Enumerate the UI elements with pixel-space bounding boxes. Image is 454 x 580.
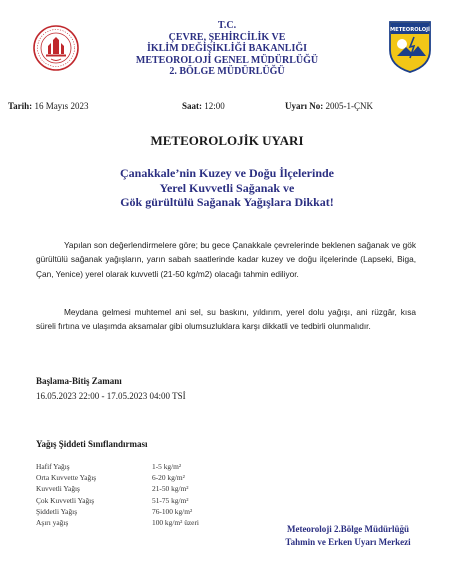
scale-row xyxy=(36,472,272,483)
period-title: Başlama-Bitiş Zamanı xyxy=(36,376,122,386)
date-value: 16 Mayıs 2023 xyxy=(34,101,89,111)
shield-logo-text: METEOROLOJİ xyxy=(390,27,430,33)
scale-row xyxy=(36,461,272,472)
scale-row-name: Kuvvetli Yağış xyxy=(36,484,80,494)
period-value: 16.05.2023 22:00 - 17.05.2023 04:00 TSİ xyxy=(36,391,186,401)
forecast-paragraph: Yapılan son değerlendirmelere göre; bu gece Çanakkale çevrelerinde beklenen sağanak ve gök gürültülü sağanak yağışların, yarın sabah saatlerinde kadar kuzey ve doğu ilçelerinde (Lapseki, Biga, Çan, Yenice) yerel olarak kuvvetli (21-50 kg/m2) olacağı tahmin ediliyor. xyxy=(36,240,416,279)
warning-number-label: Uyarı No: xyxy=(285,101,324,111)
scale-row-name: Şiddetli Yağış xyxy=(36,506,78,516)
scale-row-value: 51-75 kg/m² xyxy=(152,495,189,505)
warning-headline-line-3: Gök gürültülü Sağanak Yağışlara Dikkat! xyxy=(120,195,334,209)
scale-row-name: Orta Kuvvette Yağış xyxy=(36,473,97,483)
header-line-tc: T.C. xyxy=(217,20,237,31)
intensity-scale-title: Yağış Şiddeti Sınıflandırması xyxy=(36,439,148,449)
scale-row-value: 6-20 kg/m² xyxy=(152,473,185,483)
scale-row-name: Hafif Yağış xyxy=(36,462,70,471)
document-time xyxy=(182,101,225,111)
document-title: METEOROLOJİK UYARI xyxy=(150,133,304,148)
scale-row xyxy=(36,483,272,494)
footer-line-directorate: Meteoroloji 2.Bölge Müdürlüğü xyxy=(286,524,410,534)
header-line-ministry-1: ÇEVRE, ŞEHİRCİLİK VE xyxy=(168,31,286,43)
header-line-region: 2. BÖLGE MÜDÜRLÜĞÜ xyxy=(169,66,285,77)
header-line-ministry-2: İKLİM DEĞİŞİKLİĞİ BAKANLIĞI xyxy=(146,43,308,54)
header-line-directorate: METEOROLOJİ GENEL MÜDÜRLÜĞÜ xyxy=(135,54,319,66)
warning-number-value: 2005-1-ÇNK xyxy=(325,101,373,111)
precaution-paragraph: Meydana gelmesi muhtemel ani sel, su baskını, yıldırım, yerel dolu yağışı, ani rüzgâr, kısa süreli fırtına ve ulaşımda aksamalar gibi olumsuzluklara karşı dikkatli ve tedbirli olunmalıdır. xyxy=(36,307,416,332)
institution-header xyxy=(100,20,354,78)
scale-row xyxy=(36,495,272,506)
warning-number xyxy=(285,101,373,111)
warning-headline-line-2: Yerel Kuvvetli Sağanak ve xyxy=(159,180,295,195)
issuer-footer xyxy=(250,523,446,548)
warning-headline xyxy=(60,166,394,210)
scale-row-name: Aşırı yağış xyxy=(36,518,69,528)
meteoroloji-shield-logo xyxy=(388,20,432,74)
intensity-scale-table xyxy=(36,461,272,528)
ministry-seal-logo xyxy=(32,24,80,72)
date-label: Tarih: xyxy=(8,101,33,111)
scale-row-value: 21-50 kg/m² xyxy=(152,484,189,494)
document-date xyxy=(8,101,88,111)
scale-row xyxy=(36,506,272,517)
scale-row xyxy=(36,517,272,528)
time-label: Saat: xyxy=(182,101,202,111)
footer-line-center: Tahmin ve Erken Uyarı Merkezi xyxy=(285,536,411,547)
scale-row-value: 76-100 kg/m² xyxy=(152,506,193,516)
time-value: 12:00 xyxy=(204,101,225,111)
scale-row-name: Çok Kuvvetli Yağış xyxy=(36,495,95,505)
warning-headline-line-1: Çanakkale’nin Kuzey ve Doğu İlçelerinde xyxy=(119,166,334,180)
scale-row-value: 100 kg/m² üzeri xyxy=(152,518,199,528)
scale-row-value: 1-5 kg/m² xyxy=(152,462,182,471)
